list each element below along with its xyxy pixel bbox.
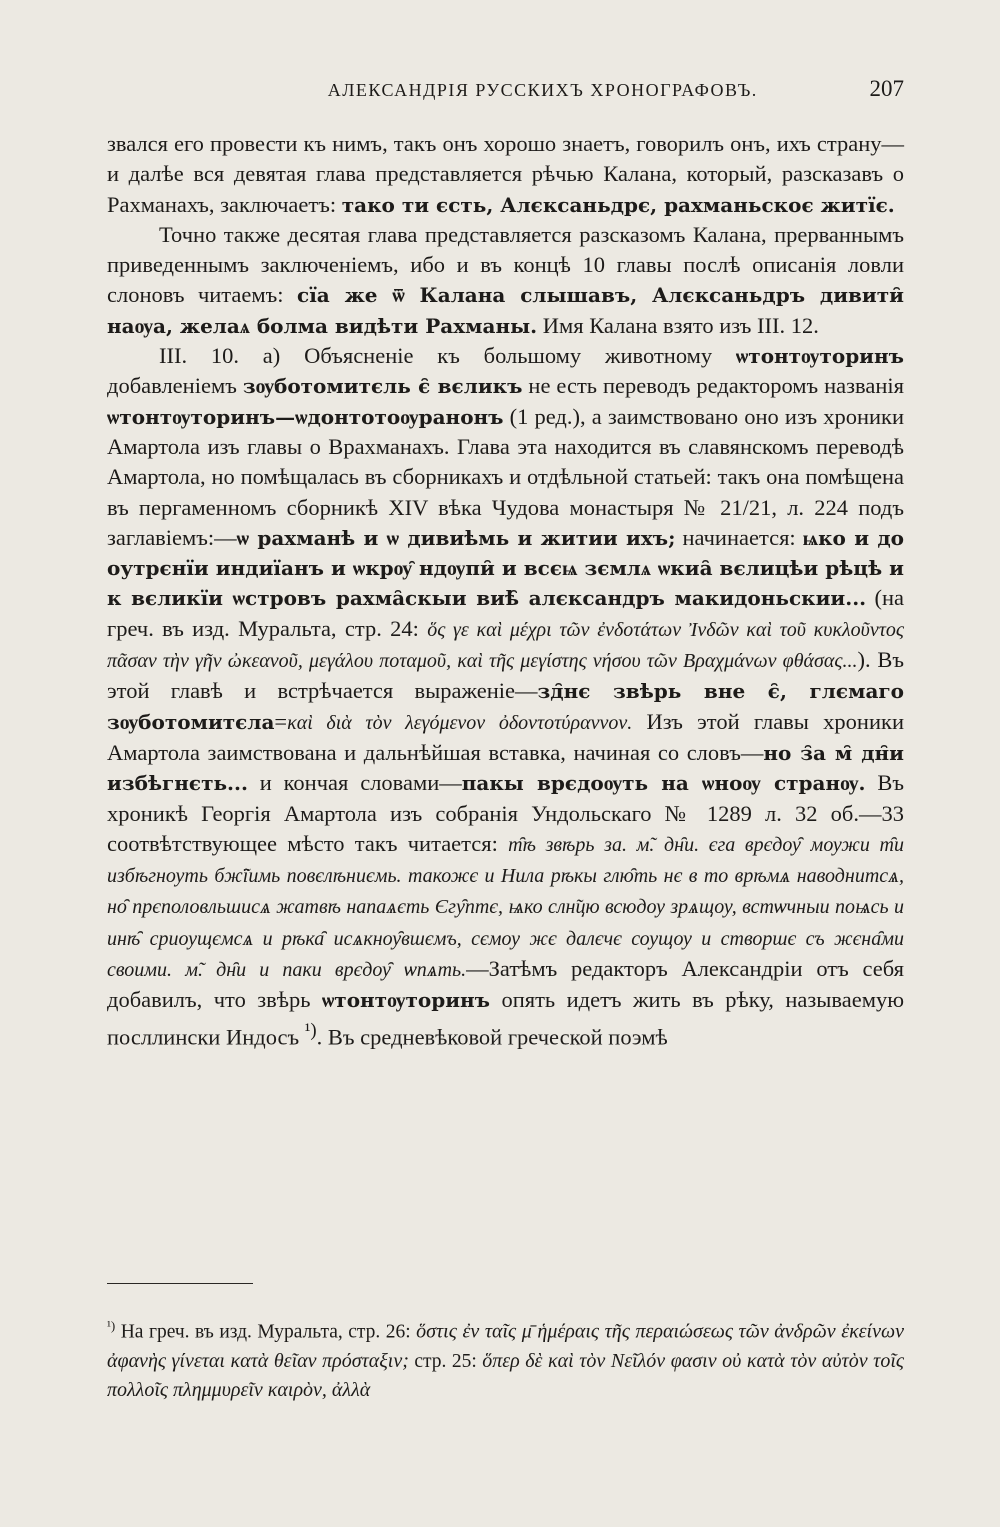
- footnote-marker: ¹): [107, 1318, 116, 1333]
- greek-quote: ὅς γε καὶ μέχρι τῶν ἐνδοτάτων Ἰνδῶν καὶ τοῦ κυκλοῦντος πᾶσαν τὴν γῆν ὠκεανοῦ, μεγάλου ποταμοῦ, καὶ τῆς μεγίστης νήσου τῶν Βραχμάνων φθάσας...: [107, 618, 905, 673]
- church-slavonic-quote: сїа же ѿ Калана слышавъ, Алєксаньдръ дивити̑ наѹа, желаѧ болма видѣти Рахманы.: [107, 283, 904, 338]
- text-run: не есть переводъ редакторомъ названія: [522, 373, 904, 399]
- greek-quote: ὅπερ δὲ καὶ τὸν Νεῖλόν φασιν οὐ κατὰ τὸν αὐτὸν τοῖς πολλοῖς πλημμυρεῖν καιρὸν, ἀλλὰ: [107, 1349, 904, 1401]
- church-slavonic-quote: ѡ рахманѣ и ѡ дивиѣмь и житии ихъ;: [236, 525, 676, 550]
- page-number: 207: [869, 76, 904, 101]
- text-run: На греч. въ изд. Муральта, стр. 26:: [115, 1321, 417, 1343]
- text-run: Имя Калана взято изъ III. 12.: [537, 312, 819, 338]
- text-run: добавленіемъ: [107, 373, 243, 399]
- church-slavonic-quote: ѩко и до оутрєнїи индиїанъ и ѡкрѹ̑ ндѹпи̑ и всєѩ зємлѧ ѡкиа̑ вєлицѣи рѣцѣ и к вєликїи ѡстровъ рахма̑скыи виѣ̑ алєксандръ макидоньскии...: [107, 525, 904, 611]
- church-slavonic-quote: ѡтонтѹторинъ: [735, 344, 904, 369]
- greek-quote: καὶ διὰ τὸν λεγόμενον ὀδοντοτύραννον.: [287, 711, 633, 734]
- text-run: III. 10. а) Объясненіе къ большому животному: [159, 343, 736, 369]
- church-slavonic-quote: ѡтонтѹторинъ: [321, 988, 491, 1013]
- church-slavonic-quote: пакы врєдоѹть на ѡноѹ странѹ.: [461, 771, 866, 796]
- text-run: (1 ред.), а заимствовано оно изъ хроники Амартола изъ главы о Врахманахъ. Глава эта находится въ славянскомъ переводѣ Амартола, но помѣщалась въ сборникахъ и отдѣльной статьей: такъ она помѣщена въ пергаменномъ сборникѣ XIV вѣка Чудова монастыря № 21/21, л. 224 подъ заглавіемъ:—: [107, 403, 904, 550]
- text-run: ). Въ этой главѣ и встрѣчается выраженіе—: [107, 647, 904, 704]
- footnote-rule: [107, 1283, 253, 1284]
- old-russian-quote: т̑ѣ звѣрь за. м̃. дн̑и. єга врєдоу̑ моужи т̑и избѣгноуть бж̃їимь повєлѣниємь. такожє и Нила рѣкы глю̑ть нє в то врѣмѧ наводнитсѧ, но̑ прєполовльшисѧ жатвѣ напаѧєть Єгу̑птє, ѩко слн̃цю всюдоу зрѧщоу, встѡчныи поѩсь и инѣ̑ сриоущємсѧ и рѣка̑ исѧкноу̑вшємъ, сємоу жє далєчє соущоу и створшє съ жєна̑ми своими. м̃. дн̑и и паки врєдоу̑ ѡпѧть.: [107, 833, 904, 982]
- text-run: звался его провести къ нимъ, такъ онъ хорошо знаетъ, говорилъ онъ, ихъ страну—и далѣе вся девятая глава представляется рѣчью Калана, который, разсказавъ о Рахманахъ, заключаетъ:: [107, 131, 904, 217]
- paragraph: [107, 341, 904, 1052]
- running-title: АЛЕКСАНДРІЯ РУССКИХЪ ХРОНОГРАФОВЪ.: [327, 80, 758, 100]
- church-slavonic-quote: зѹботомитєль є̑ вєликъ: [242, 374, 523, 399]
- paragraph: [107, 220, 904, 341]
- main-text: [107, 129, 904, 1052]
- running-head: [106, 76, 904, 106]
- paragraph: [107, 129, 904, 220]
- text-run: Точно также десятая глава представляется разсказомъ Калана, прерваннымъ приведеннымъ заключеніемъ, ибо и въ концѣ 10 главы послѣ описанія ловли слоновъ читаемъ:: [107, 221, 904, 308]
- church-slavonic-quote: но з̑а м̑ дн̑и избѣгнєть...: [107, 740, 905, 796]
- text-run: начинается:: [675, 524, 803, 550]
- text-run: (на греч. въ изд. Муральта, стр. 24:: [107, 585, 904, 641]
- text-run: —Затѣмъ редакторъ Александріи отъ себя добавилъ, что звѣрь: [107, 956, 905, 1013]
- text-run: =: [274, 708, 288, 734]
- greek-quote: ὅστις ἐν ταῖς μ̄ ἡμέραις τῆς περαιώσεως τῶν ἀνδρῶν ἐκείνων ἀφανὴς γίνεται κατὰ θεῖαν πρόσταξιν;: [107, 1320, 904, 1372]
- text-run: Изъ этой главы хроники Амартола заимствована и дальнѣйшая вставка, начиная со словъ—: [107, 708, 904, 765]
- text-run: . Въ средневѣковой греческой поэмѣ: [316, 1024, 668, 1050]
- text-run: Въ хроникѣ Георгія Амартола изъ собранія Ундольскаго № 1289 л. 32 об.—33 соотвѣтствующее мѣсто такъ читается:: [107, 770, 904, 856]
- text-run: стр. 25:: [408, 1350, 483, 1372]
- footnote-marker: ¹): [304, 1019, 317, 1041]
- footnote: [107, 1311, 904, 1405]
- church-slavonic-quote: ѡтонтѹторинъ—ѡдонтотоѹранонъ: [107, 404, 504, 429]
- church-slavonic-quote: тако ти єсть, Алєксаньдрє, рахманьскоє житїє.: [341, 192, 895, 217]
- text-run: и кончая словами—: [247, 770, 462, 796]
- text-run: опять идетъ жить въ рѣку, называемую посллински Индосъ: [107, 987, 904, 1050]
- church-slavonic-quote: зд̑нє звѣрь вне є̑, глємаго зѹботомитєла: [107, 679, 904, 734]
